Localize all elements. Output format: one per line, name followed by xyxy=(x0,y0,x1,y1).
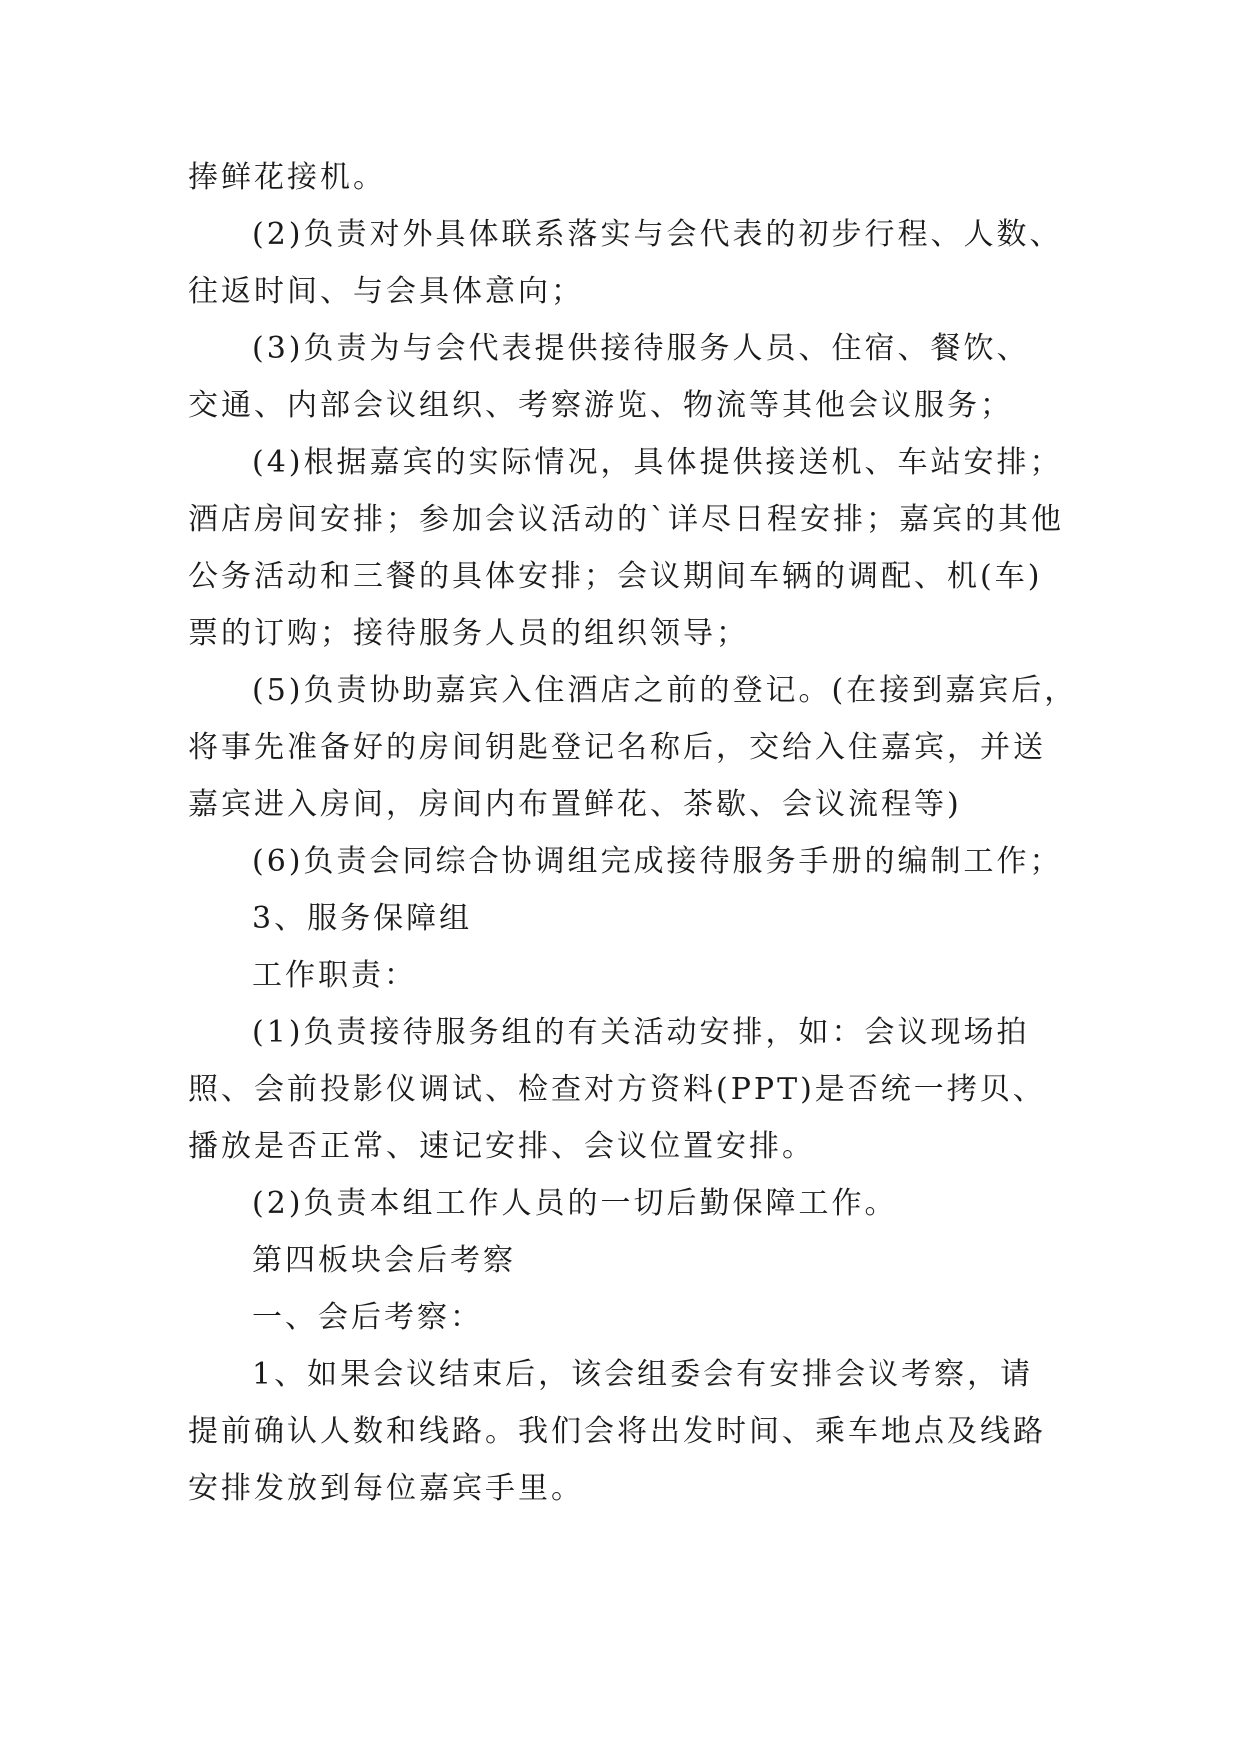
text-line: (3)负责为与会代表提供接待服务人员、住宿、餐饮、 xyxy=(252,331,1030,366)
text-line: 1、如果会议结束后，该会组委会有安排会议考察，请 xyxy=(252,1357,1034,1392)
text-line: 往返时间、与会具体意向； xyxy=(188,274,584,309)
text-line: (5)负责协助嘉宾入住酒店之前的登记。(在接到嘉宾后， xyxy=(252,673,1078,708)
text-line: 安排发放到每位嘉宾手里。 xyxy=(188,1471,584,1506)
section-heading: 一、会后考察： xyxy=(252,1300,483,1335)
text-line: (4)根据嘉宾的实际情况，具体提供接送机、车站安排； xyxy=(252,445,1063,480)
section-heading: 第四板块会后考察 xyxy=(252,1243,516,1278)
text-line: 提前确认人数和线路。我们会将出发时间、乘车地点及线路 xyxy=(188,1414,1046,1449)
text-line: 嘉宾进入房间，房间内布置鲜花、茶歇、会议流程等) xyxy=(188,787,962,822)
text-line: 将事先准备好的房间钥匙登记名称后，交给入住嘉宾，并送 xyxy=(188,730,1046,765)
text-line: (1)负责接待服务组的有关活动安排，如：会议现场拍 xyxy=(252,1015,1030,1050)
section-heading: 3、服务保障组 xyxy=(252,901,473,936)
text-line: 票的订购；接待服务人员的组织领导； xyxy=(188,616,749,651)
text-line: (6)负责会同综合协调组完成接待服务手册的编制工作； xyxy=(252,844,1063,879)
text-line: 照、会前投影仪调试、检查对方资料(PPT)是否统一拷贝、 xyxy=(188,1072,1046,1107)
text-line: 捧鲜花接机。 xyxy=(188,160,386,195)
text-line: 交通、内部会议组织、考察游览、物流等其他会议服务； xyxy=(188,388,1013,423)
text-line: (2)负责对外具体联系落实与会代表的初步行程、人数、 xyxy=(252,217,1063,252)
text-line: 酒店房间安排；参加会议活动的`详尽日程安排；嘉宾的其他 xyxy=(188,502,1064,537)
text-line: 播放是否正常、速记安排、会议位置安排。 xyxy=(188,1129,815,1164)
text-line: 工作职责： xyxy=(252,958,417,993)
text-line: (2)负责本组工作人员的一切后勤保障工作。 xyxy=(252,1186,898,1221)
text-line: 公务活动和三餐的具体安排；会议期间车辆的调配、机(车) xyxy=(188,559,1043,594)
